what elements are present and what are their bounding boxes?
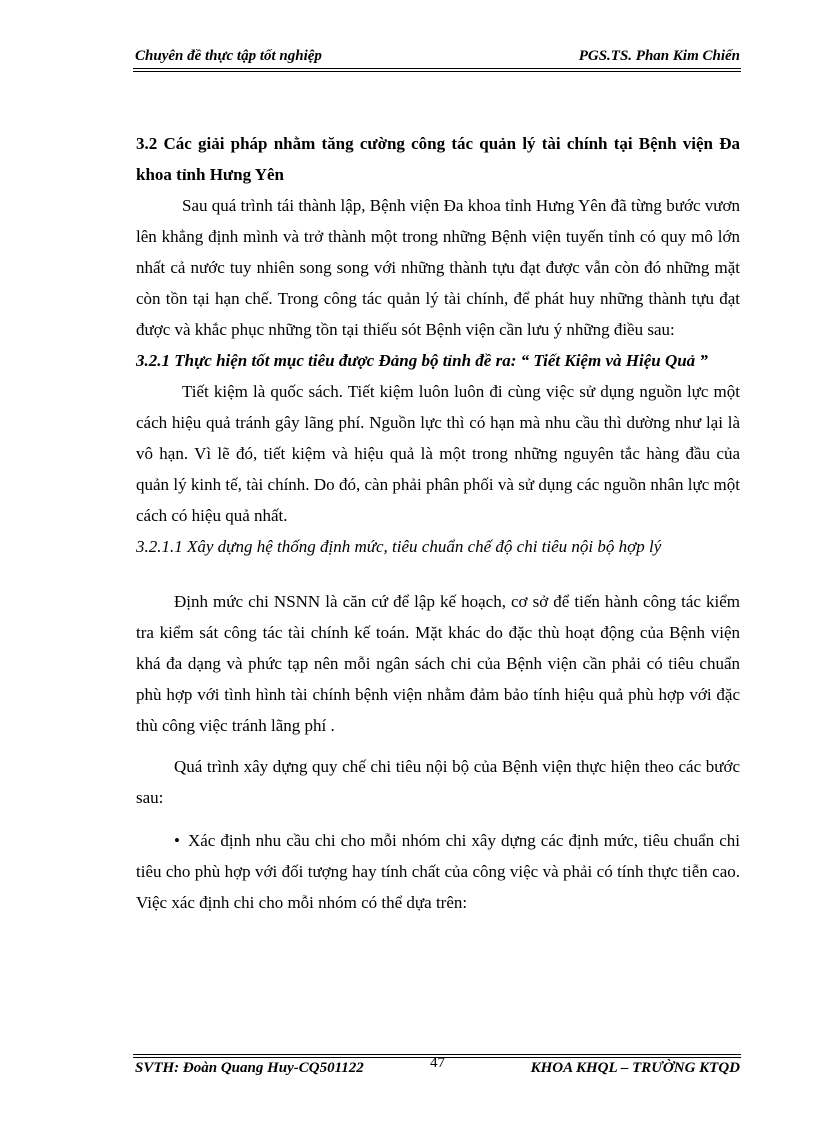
header-rule xyxy=(133,68,741,69)
header-right-author: PGS.TS. Phan Kim Chiến xyxy=(578,48,740,64)
header-rule-double xyxy=(133,71,741,72)
footer-student: SVTH: Đoàn Quang Huy-CQ501122 xyxy=(135,1060,364,1076)
bullet-icon: • xyxy=(174,831,180,850)
subsubsection-title: 3.2.1.1 Xây dựng hệ thống định mức, tiêu chuẩn chế độ chi tiêu nội bộ hợp lý xyxy=(136,537,662,556)
document-body xyxy=(136,128,740,918)
footer-faculty: KHOA KHQL – TRƯỜNG KTQD xyxy=(530,1060,740,1076)
header-left-title: Chuyên đề thực tập tốt nghiệp xyxy=(135,48,322,64)
bullet-item xyxy=(136,825,740,918)
subsection-intro-paragraph: Tiết kiệm là quốc sách. Tiết kiệm luôn luôn đi cùng việc sử dụng nguồn lực một cách hiệu quả tránh gây lãng phí. Nguồn lực thì có hạn mà nhu cầu thì dường như lại là vô hạn. Vì lẽ đó, tiết kiệm và hiệu quả là một trong những nguyên tắc hàng đầu của quản lý kinh tế, tài chính. Do đó, càn phải phân phối và sử dụng các nguồn nhân lực một cách có hiệu quả nhất. xyxy=(136,382,740,525)
process-paragraph: Quá trình xây dựng quy chế chi tiêu nội bộ của Bệnh viện thực hiện theo các bước sau: xyxy=(136,757,740,807)
intro-paragraph: Sau quá trình tái thành lập, Bệnh viện Đa khoa tỉnh Hưng Yên đã từng bước vươn lên khẳng định mình và trở thành một trong những Bệnh viện tuyến tỉnh có quy mô lớn nhất cả nước tuy nhiên song song với những thành tựu đạt được vẫn còn đó những mặt còn tồn tại hạn chế. Trong công tác quản lý tài chính, để phát huy những thành tựu đạt được và khắc phục những tồn tại thiếu sót Bệnh viện cần lưu ý những điều sau: xyxy=(136,196,740,339)
norms-paragraph: Định mức chi NSNN là căn cứ để lập kế hoạch, cơ sở để tiến hành công tác kiểm tra kiểm sát công tác tài chính kế toán. Mặt khác do đặc thù hoạt động của Bệnh viện khá đa dạng và phức tạp nên mỗi ngân sách chi của Bệnh viện cần phải có tiêu chuẩn phù hợp với tình hình tài chính bệnh viện nhằm đảm bảo tính hiệu quả phù hợp với đặc thù công việc tránh lãng phí . xyxy=(136,592,740,735)
page-number: 47 xyxy=(430,1055,445,1071)
subsection-title: 3.2.1 Thực hiện tốt mục tiêu được Đảng bộ tỉnh đề ra: “ Tiết Kiệm và Hiệu Quả ” xyxy=(136,351,708,370)
section-title: 3.2 Các giải pháp nhằm tăng cường công tác quản lý tài chính tại Bệnh viện Đa khoa tỉnh Hưng Yên xyxy=(136,134,740,184)
bullet-item-text: Xác định nhu cầu chi cho mỗi nhóm chi xây dựng các định mức, tiêu chuẩn chi tiêu cho phù hợp với đối tượng hay tính chất của công việc và phải có tính thực tiễn cao. Việc xác định chi cho mỗi nhóm có thể dựa trên: xyxy=(136,831,740,912)
